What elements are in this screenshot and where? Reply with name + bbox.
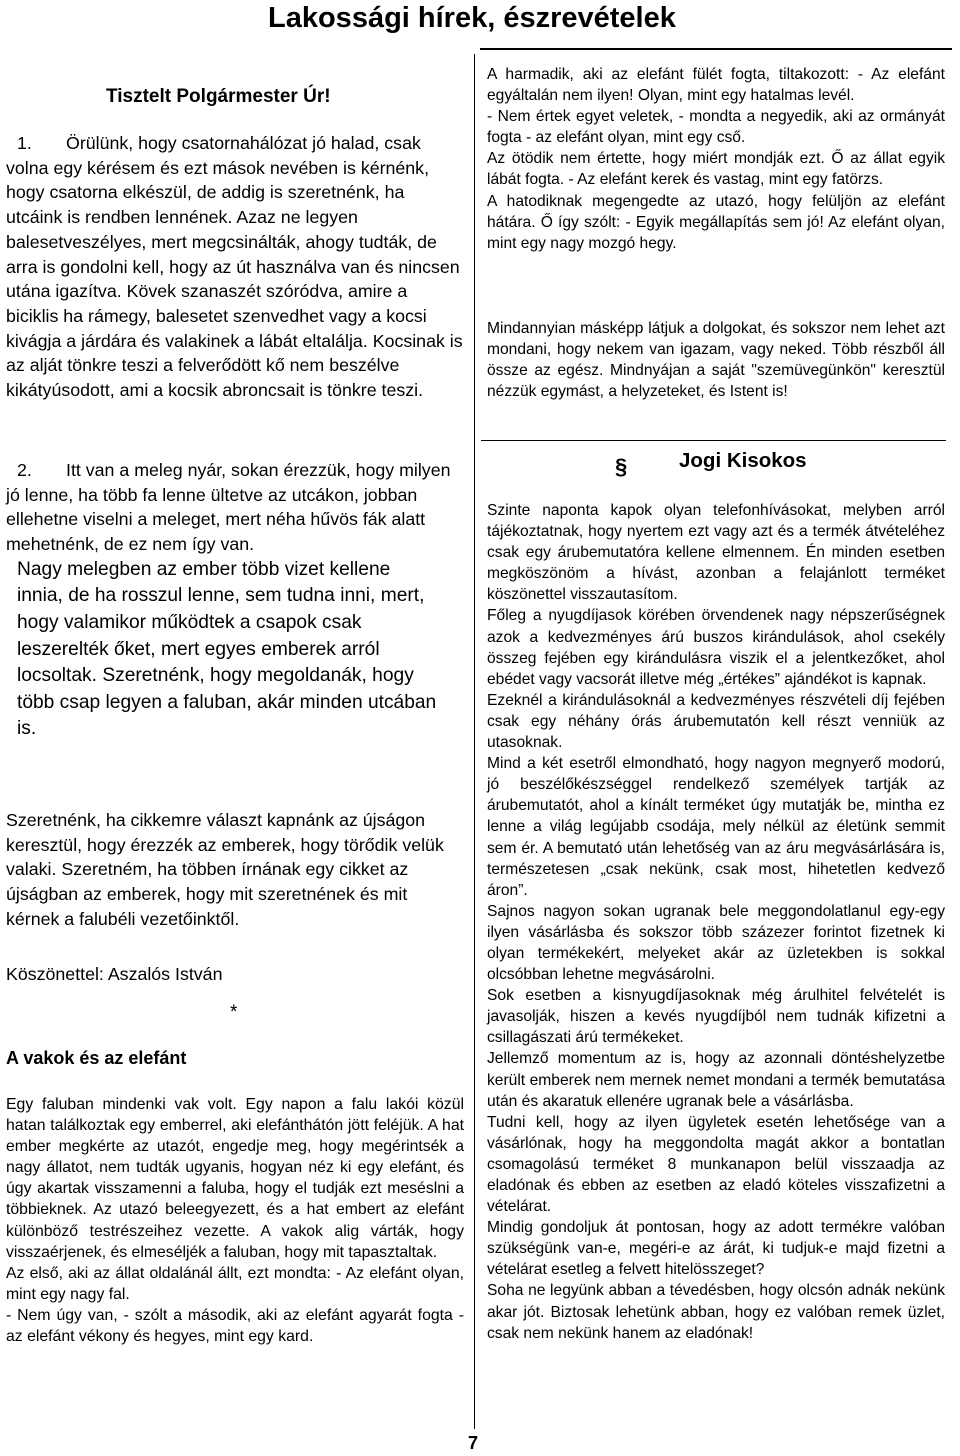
- story-paragraph-4: A harmadik, aki az elefánt fülét fogta, tiltakozott: - Az elefánt egyáltalán nem ilyen! Olyan, mint egy hatalmas levél.: [487, 66, 945, 105]
- legal-paragraph-2: Főleg a nyugdíjasok körében örvendenek nagy népszerűségnek azok a kedvezményes árú buszos kirándulások, ahol csekély összeg fejében egy kirándulásra viszik el a jelentkezőket, ahol ebédet vagy vacsorát illetve még „értékes” ajándékot is kapnak.: [487, 607, 945, 688]
- legal-paragraph-9: Mindig gondoljuk át pontosan, hogy az adott termékre valóban szükségünk van-e, megéri-e az árát, ki tudjuk-e majd fizetni a vételárat esetleg a felvett hitelösszeget?: [487, 1219, 945, 1279]
- legal-article: [487, 500, 945, 1344]
- story-paragraph-6: Az ötödik nem értette, hogy miért mondják ezt. Ő az állat egyik lábát fogta. - Az elefánt kerek és vastag, mint egy fatörzs.: [487, 150, 945, 189]
- item-2-number: 2.: [17, 460, 32, 480]
- item-2-text-b: Nagy melegben az ember több vizet kellene innia, de ha rosszul lenne, sem tudna inni, mert, hogy valamikor működtek a csapok csak leszerelték őket, mert egyes emberek arról locsoltak. Szeretnénk, hogy megoldanák, hogy több csap legyen a faluban, akár minden utcában is.: [17, 558, 437, 740]
- legal-paragraph-8: Tudni kell, hogy az ilyen ügyletek esetén lehetősége van a vásárlónak, hogy ha meggondolta magát akkor a bontatlan csomagolású terméket 8 munkanapon belül visszaadja az eladónak és ebben az esetben az eladó köteles visszafizetni a vételárat.: [487, 1113, 945, 1216]
- letter-item-2: [6, 458, 464, 743]
- story-paragraph-3: - Nem úgy van, - szólt a második, aki az elefánt agyarát fogta - az elefánt vékony és hegyes, mint egy kard.: [6, 1306, 464, 1346]
- legal-paragraph-6: Sok esetben a kisnyugdíjasoknak még árulhitel felvételét is javasolják, hiszen a kevés nyugdíjból nem tudnák kifizetni a csillagászati árú termékeket.: [487, 987, 945, 1047]
- item-1-number: 1.: [17, 133, 32, 153]
- story-paragraph-5: - Nem értek egyet veletek, - mondta a negyedik, aki az ormányát fogta - az elefánt olyan, mint egy cső.: [487, 108, 945, 147]
- legal-paragraph-10: Soha ne legyünk abban a tévedésben, hogy olcsón adnák nekünk akar jót. Biztosak lehetünk abban, hogy ez valóban remek üzlet, csak nem nekünk hanem az eladónak!: [487, 1282, 945, 1342]
- legal-paragraph-1: Szinte naponta kapok olyan telefonhívásokat, melyben arról tájékoztatnak, hogy nyertem ezt vagy azt és a termék átvételéhez csak egy árubemutatóra kellene elmennem. Én minden esetben megköszönöm a hívást, azonban a felajánlott terméket köszönettel visszautasítom.: [487, 502, 945, 604]
- separator-star: *: [230, 1002, 238, 1023]
- section-divider: [481, 440, 946, 441]
- legal-paragraph-7: Jellemző momentum az is, hogy az azonnali döntéshelyzetbe került emberek nem mernek nemet mondani a termék bemutatása után és akaratuk ellenére ugranak bele a vásárlásba.: [487, 1050, 945, 1110]
- section-title-jogi-kisokos: Jogi Kisokos: [679, 449, 807, 472]
- page-header-title: Lakossági hírek, észrevételek: [268, 2, 676, 34]
- item-1-text: Örülünk, hogy csatornahálózat jó halad, csak volna egy kérésem és ezt mások nevében is kérnénk, hogy csatorna elkészül, de addig is szeretnénk, ha utcáink is rendben lennének. Azaz ne legyen balesetveszélyes, mert megcsinálták, ahogy tudták, de arra is gondolni kell, hogy az út használva van és nincsen utána igazítva. Kövek szanaszét szóródva, amire a biciklis ha rámegy, balesetet szenvedhet vagy a kocsi kivágja a járdára és valakinek a lábát eltalálja. Kocsinak is az alját tönkre teszi a felverődött kő nem beszélve kikátyúsodott, ami a kocsik abroncsait is tönkre teszi.: [6, 133, 463, 401]
- story-right-part: [487, 64, 945, 254]
- legal-paragraph-5: Sajnos nagyon sokan ugranak bele meggondolatlanul egy-egy ilyen vásárlásba és sokszor több százezer forintot fizetnek ki olyan termékekért, melyeket akár az üzletekben is sokkal olcsóbban lehetne megvásárolni.: [487, 902, 945, 984]
- story-paragraph-7: A hatodiknak megengedte az utazó, hogy felüljön az elefánt hátára. Ő így szólt: - Egyik megállapítás sem jó! Az elefánt olyan, mint egy nagy mozgó hegy.: [487, 192, 945, 252]
- header-rule: [480, 48, 952, 50]
- legal-paragraph-3: Ezeknél a kirándulásoknál a kedvezményes részvételi díj fejében csak egy néhány órás árubemutatón kell részt venniük az utasoknak.: [487, 691, 945, 752]
- legal-paragraph-4: Mind a két esetről elmondható, hogy nagyon megnyerő modorú, jó beszélőkészséggel rendelkező személyek tartják az árubemutatót, ahol a kínált terméket úgy mutatják be, mintha ez lenne a világ legújabb csodája, mely nélkül az életünk semmit sem ér. A bemutató után lehetőség van az áru megvásárlására is, természetesen „csak nekünk, csak most, hihetetlen kedvező áron”.: [487, 755, 945, 899]
- section-paragraph-icon: §: [615, 454, 628, 479]
- page-number: 7: [468, 1433, 479, 1453]
- story-paragraph-2: Az első, aki az állat oldalánál állt, ezt mondta: - Az elefánt olyan, mint egy nagy fal.: [6, 1264, 464, 1303]
- letter-item-1: [6, 131, 464, 403]
- story-moral: Mindannyian másképp látjuk a dolgokat, és sokszor nem lehet azt mondani, hogy nekem van igazam, vagy neked. Több részből áll össze az egész. Mindnyájan a saját "szemüvegünkön" keresztül nézzük egymást, a helyzeteket, és Istent is!: [487, 320, 945, 401]
- story-left-part: [6, 1094, 464, 1347]
- story-title: A vakok és az elefánt: [6, 1048, 187, 1068]
- column-divider: [474, 54, 475, 1429]
- letter-signature: Köszönettel: Aszalós István: [6, 964, 223, 984]
- letter-salutation: Tisztelt Polgármester Úr!: [106, 86, 331, 107]
- item-2-text: Itt van a meleg nyár, sokan érezzük, hogy milyen jó lenne, ha több fa lenne ültetve az utcákon, jobban ellehetne viselni a meleget, mert néha hűvös fák alatt mehetnénk, de ez nem így van.: [6, 460, 451, 555]
- story-paragraph-1: Egy faluban mindenki vak volt. Egy napon a falu lakói közül hatan találkoztak egy emberrel, aki elefánthátón jött feléjük. A hat ember megkérte az utazót, engedje meg, hogy megérintsék a nagy állatot, nem tudták ugyanis, hogyan néz ki egy elefánt, és úgy akartak visszamenni a faluba, hogy el tudják ezt meséslni a többieknek. Az utazó beleegyezett, és a hat embert az elefánt különböző testrészeihez vezette. A vakok alig várták, hogy visszaérjenek, és elmeséljék a faluban, hogy mit tapasztaltak.: [6, 1096, 464, 1261]
- letter-closing: Szeretnénk, ha cikkemre választ kapnánk az újságon keresztül, hogy érezzék az emberek, hogy törődik velük valaki. Szeretném, ha többen írnának egy cikket az újságban az emberek, hogy mit szeretnének és mit kérnek a falubéli vezetőinktől.: [6, 810, 444, 929]
